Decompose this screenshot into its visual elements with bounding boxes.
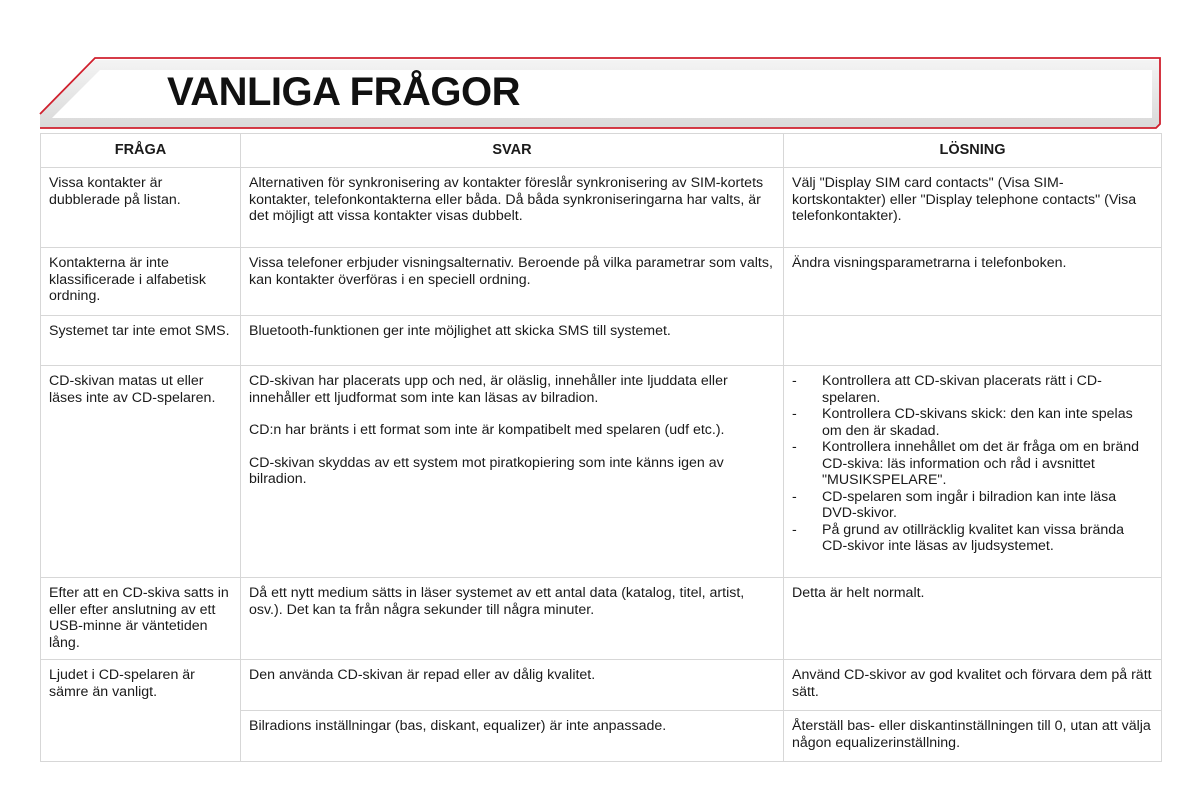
- answer-paragraph: CD-skivan har placerats upp och ned, är oläslig, innehåller inte ljuddata eller innehåller ett ljudformat som inte kan läsas av bilradion.: [249, 373, 728, 406]
- faq-table: [40, 133, 1162, 762]
- page-header: [0, 0, 1200, 130]
- page-title: VANLIGA FRÅGOR: [167, 70, 520, 114]
- question-cell: [41, 366, 241, 578]
- answer-text: Vissa telefoner erbjuder visningsalternativ. Beroende på vilka parametrar som valts, kan kontakter överföras i en speciell ordning.: [249, 255, 773, 288]
- answer-paragraph: CD-skivan skyddas av ett system mot piratkopiering som inte känns igen av bilradion.: [249, 454, 724, 487]
- solution-text: Ändra visningsparametrarna i telefonboken.: [792, 255, 1067, 271]
- header-solution: LÖSNING: [784, 134, 1162, 168]
- answer-cell: [241, 711, 784, 762]
- question-text: Kontakterna är inte klassificerade i alfabetisk ordning.: [49, 255, 206, 304]
- answer-cell: [241, 366, 784, 578]
- question-cell: [41, 248, 241, 316]
- question-text: Vissa kontakter är dubblerade på listan.: [49, 175, 181, 208]
- solution-text: Välj "Display SIM card contacts" (Visa SIM-kortskontakter) eller "Display telephone contacts" (Visa telefonkontakter).: [792, 175, 1137, 224]
- answer-text: Då ett nytt medium sätts in läser systemet av ett antal data (katalog, titel, artist, osv.). Det kan ta från några sekunder till några minuter.: [249, 585, 745, 618]
- table-header-row: [41, 134, 1162, 168]
- table-row: [41, 316, 1162, 366]
- question-text: Ljudet i CD-spelaren är sämre än vanligt.: [49, 667, 195, 700]
- solution-cell: [784, 660, 1162, 711]
- answer-cell: [241, 660, 784, 711]
- question-text: Systemet tar inte emot SMS.: [49, 323, 230, 339]
- solution-cell: [784, 168, 1162, 248]
- list-item: - Kontrollera att CD-skivan placerats rätt i CD-spelaren.: [792, 373, 1153, 406]
- question-cell: [41, 168, 241, 248]
- solution-cell: [784, 366, 1162, 578]
- solution-list: [792, 373, 1153, 555]
- solution-text: [784, 316, 1161, 331]
- table-row: [41, 578, 1162, 660]
- answer-cell: [241, 578, 784, 660]
- solution-cell: [784, 248, 1162, 316]
- solution-cell: [784, 316, 1162, 366]
- answer-text: Den använda CD-skivan är repad eller av dålig kvalitet.: [249, 667, 596, 683]
- answer-text: Alternativen för synkronisering av kontakter föreslår synkronisering av SIM-kortets kontakter, telefonkontakterna eller båda. Då båda synkroniseringarna har valts, är det möjligt att vissa kontakter visas dubbelt.: [249, 175, 764, 224]
- answer-paragraph: CD:n har bränts i ett format som inte är kompatibelt med spelaren (udf etc.).: [249, 422, 725, 438]
- solution-text: Återställ bas- eller diskantinställningen till 0, utan att välja någon equalizerinställning.: [792, 718, 1151, 751]
- solution-cell: [784, 578, 1162, 660]
- question-text: Efter att en CD-skiva satts in eller efter anslutning av ett USB-minne är väntetiden lång.: [49, 585, 229, 651]
- answer-text: Bilradions inställningar (bas, diskant, equalizer) är inte anpassade.: [249, 718, 667, 734]
- header-answer: SVAR: [241, 134, 784, 168]
- table-row: [41, 248, 1162, 316]
- list-item: - Kontrollera innehållet om det är fråga om en bränd CD-skiva: läs information och råd i avsnittet "MUSIKSPELARE".: [792, 439, 1153, 489]
- question-cell: [41, 316, 241, 366]
- solution-text: Använd CD-skivor av god kvalitet och förvara dem på rätt sätt.: [792, 667, 1152, 700]
- question-cell: [41, 660, 241, 762]
- question-text: CD-skivan matas ut eller läses inte av CD-spelaren.: [49, 373, 216, 406]
- question-cell: [41, 578, 241, 660]
- answer-text: Bluetooth-funktionen ger inte möjlighet att skicka SMS till systemet.: [249, 323, 671, 339]
- answer-cell: [241, 316, 784, 366]
- list-item: - CD-spelaren som ingår i bilradion kan inte läsa DVD-skivor.: [792, 489, 1153, 522]
- answer-cell: [241, 248, 784, 316]
- solution-cell: [784, 711, 1162, 762]
- list-item: - På grund av otillräcklig kvalitet kan vissa brända CD-skivor inte läsas av ljudsystemet.: [792, 522, 1153, 555]
- table-row: [41, 366, 1162, 578]
- table-row: [41, 660, 1162, 711]
- header-question: FRÅGA: [41, 134, 241, 168]
- solution-text: Detta är helt normalt.: [792, 585, 925, 601]
- table-row: [41, 168, 1162, 248]
- answer-cell: [241, 168, 784, 248]
- list-item: - Kontrollera CD-skivans skick: den kan inte spelas om den är skadad.: [792, 406, 1153, 439]
